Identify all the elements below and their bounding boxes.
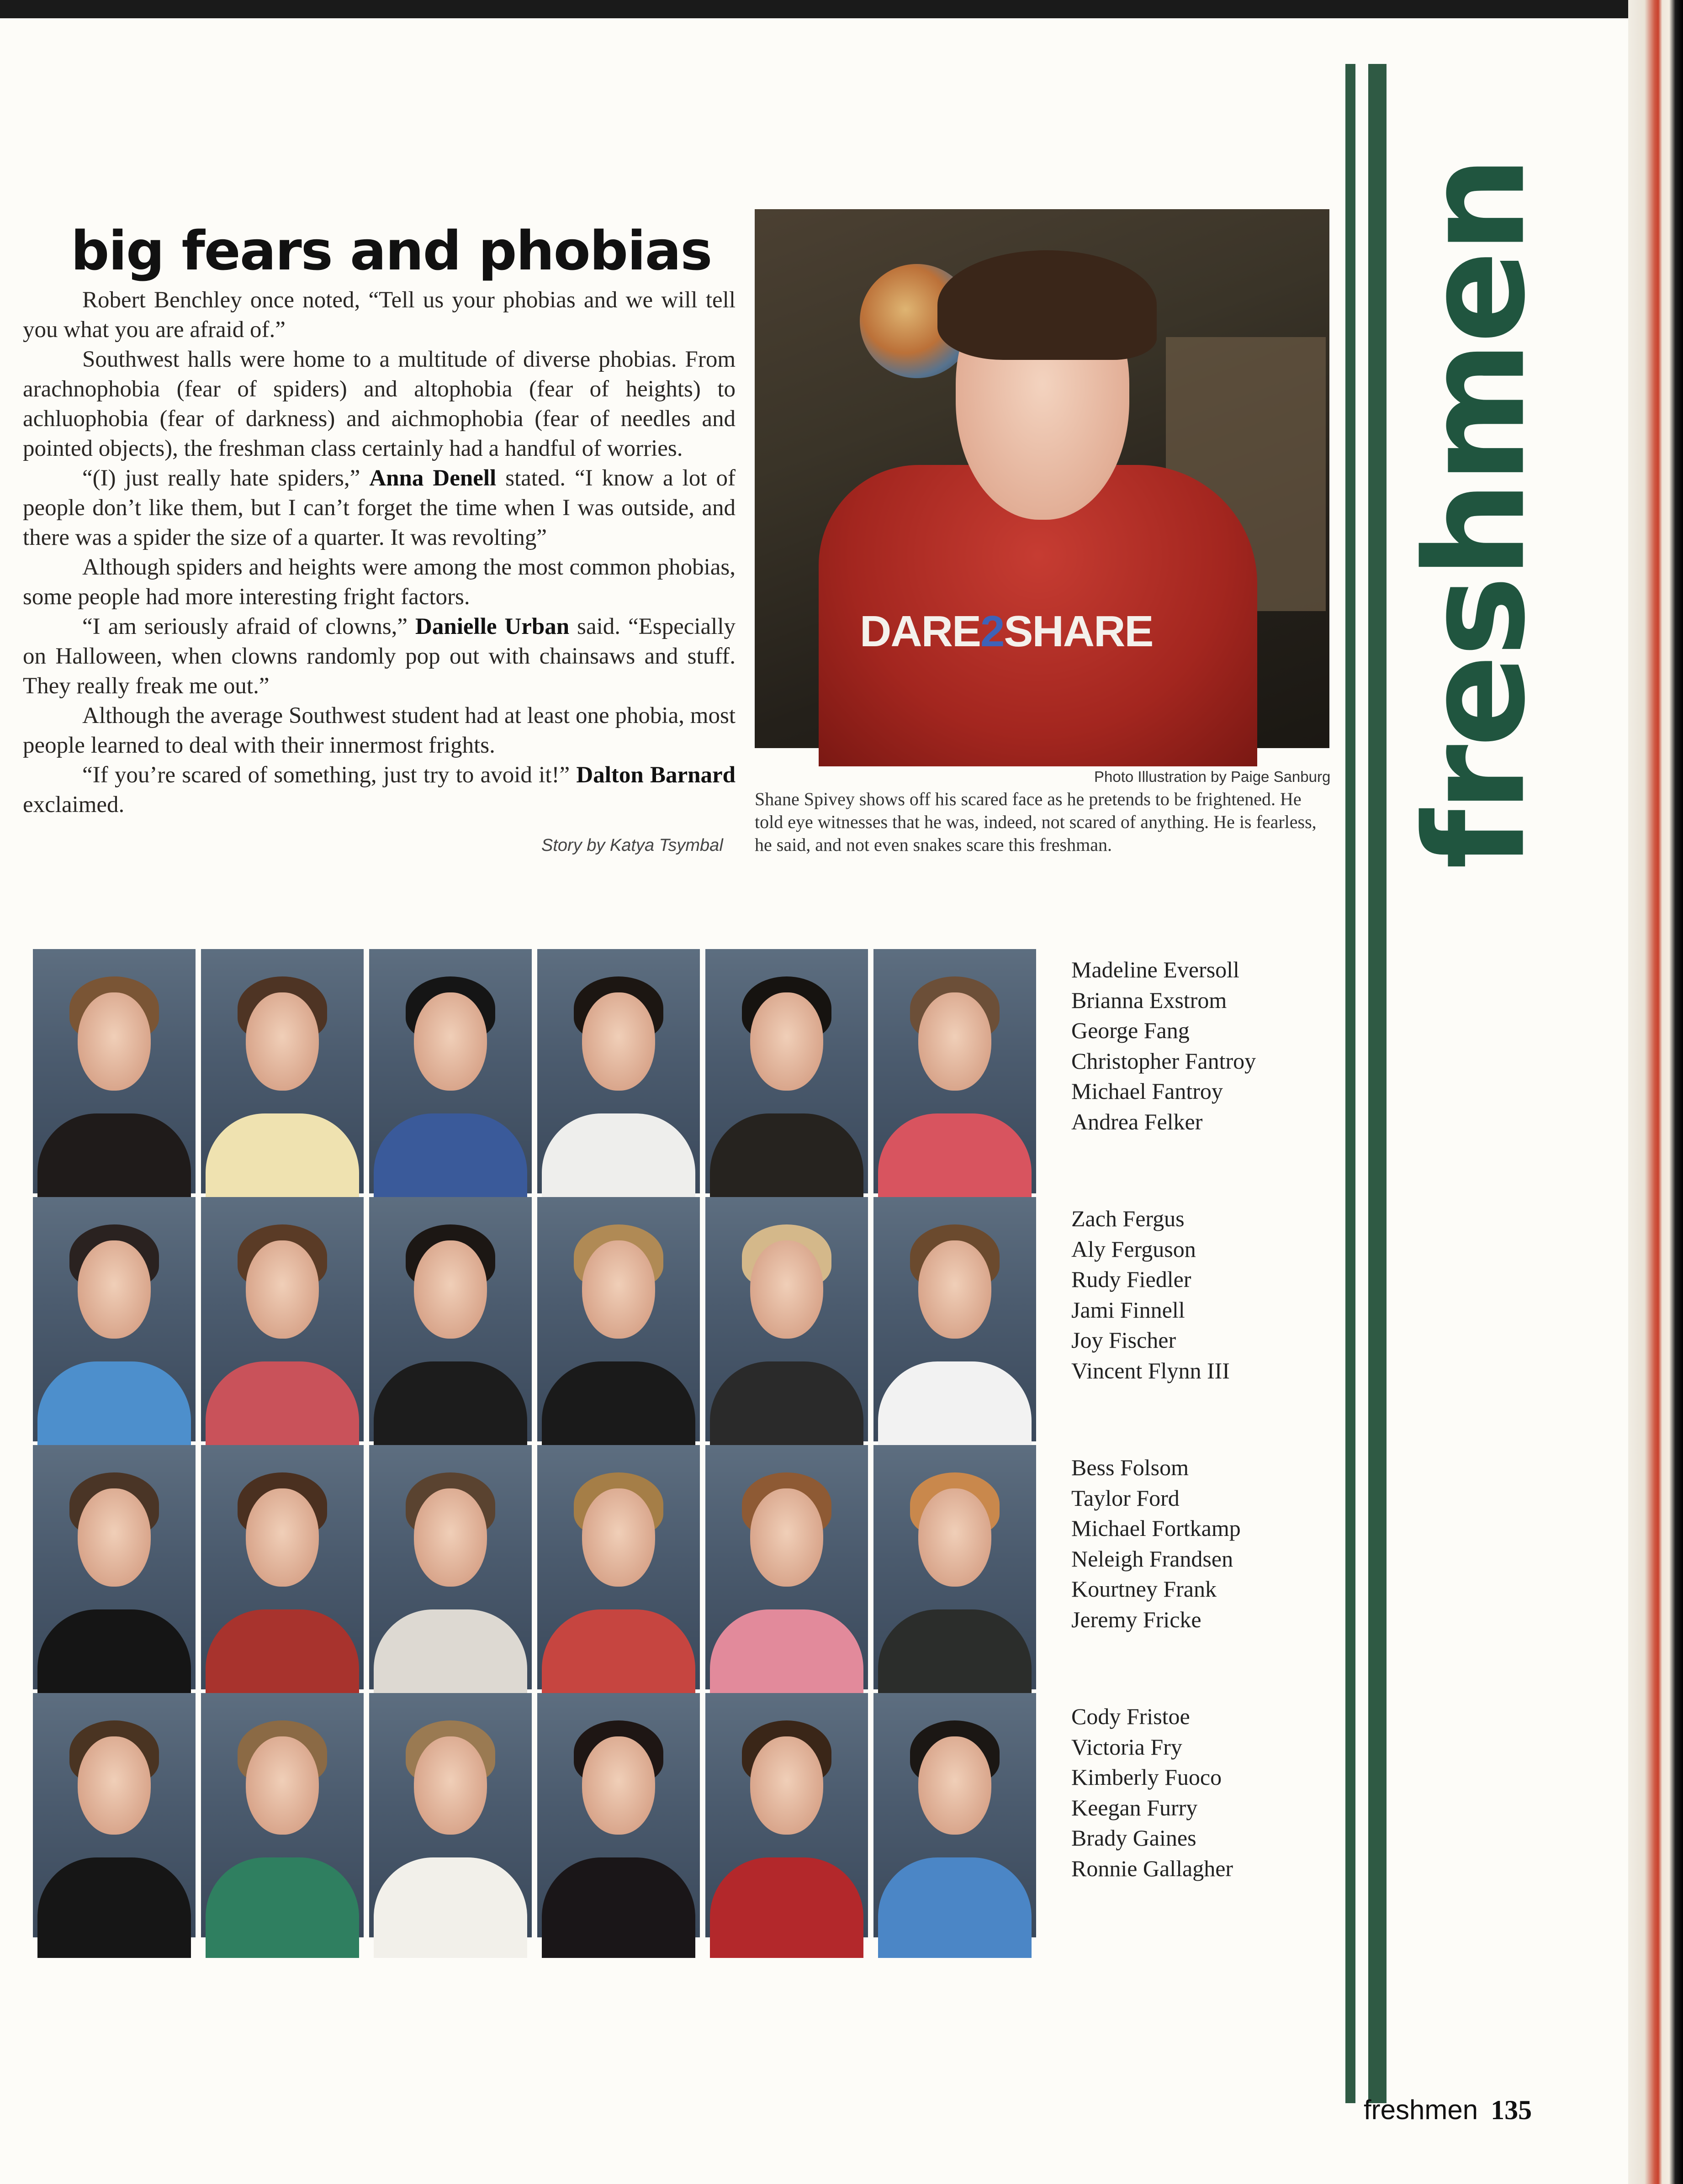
name-list (1071, 1203, 1391, 1386)
student-name: Neleigh Frandsen (1071, 1546, 1233, 1572)
student-name: Joy Fischer (1071, 1327, 1176, 1353)
student-name: Vincent Flynn III (1071, 1357, 1230, 1383)
student-portrait (537, 1693, 700, 1937)
student-portrait (873, 1197, 1036, 1441)
story-byline: Story by Katya Tsymbal (541, 836, 723, 855)
name-list (1071, 955, 1391, 1137)
story-paragraph: Although spiders and heights were among the most common phobias, some people had more interesting fright factors. (23, 554, 736, 610)
student-name: Bess Folsom (1071, 1455, 1189, 1480)
book-spine-edge (1628, 0, 1683, 2184)
student-portrait (201, 949, 364, 1193)
student-name: Michael Fortkamp (1071, 1515, 1241, 1541)
student-name: Kimberly Fuoco (1071, 1764, 1222, 1790)
student-portrait (33, 1197, 196, 1441)
quote-speaker: Anna Denell (369, 465, 497, 491)
folio-label: freshmen (1364, 2094, 1478, 2125)
student-name: Madeline Eversoll (1071, 957, 1239, 982)
story-quote: “I am seriously afraid of clowns,” Danielle Urban said. “Especially on Halloween, when clowns randomly pop out with chainsaws and stuff. They really freak me out.” (23, 614, 736, 699)
student-name: Brady Gaines (1071, 1825, 1196, 1851)
shirt-print: DARE2SHARE (860, 607, 1153, 656)
student-portrait (33, 949, 196, 1193)
student-portrait (369, 1693, 532, 1937)
story-body (23, 285, 736, 820)
story-paragraph: Although the average Southwest student had at least one phobia, most people learned to deal with their innermost frights. (23, 703, 736, 758)
page-number: 135 (1491, 2095, 1532, 2125)
student-portrait (873, 949, 1036, 1193)
student-name: George Fang (1071, 1018, 1190, 1043)
student-portrait (33, 1445, 196, 1689)
student-portrait (705, 1445, 868, 1689)
section-title-vertical: freshmen (1396, 158, 1556, 869)
student-portrait (369, 949, 532, 1193)
story-headline: big fears and phobias (71, 219, 712, 282)
page-top-edge (0, 0, 1683, 18)
student-name: Victoria Fry (1071, 1734, 1182, 1760)
student-portrait (369, 1445, 532, 1689)
student-name: Rudy Fiedler (1071, 1266, 1191, 1292)
photo-credit: Photo Illustration by Paige Sanburg (1094, 768, 1331, 785)
student-name: Michael Fantroy (1071, 1078, 1223, 1104)
yearbook-page (0, 18, 1628, 2184)
student-portrait (537, 949, 700, 1193)
student-portrait (537, 1445, 700, 1689)
student-portrait (33, 1693, 196, 1937)
story-quote: “(I) just really hate spiders,” Anna Denell stated. “I know a lot of people don’t like them, but I can’t forget the time when I was outside, and there was a spider the size of a quarter. It was revolting” (23, 465, 736, 550)
page-folio (1364, 2094, 1532, 2126)
photo-caption: Shane Spivey shows off his scared face as he pretends to be frightened. He told eye witnesses that he was, indeed, not scared of anything. He is fearless, he said, and not even snakes scare this freshman. (755, 789, 1317, 855)
student-portrait (705, 1197, 868, 1441)
quote-speaker: Dalton Barnard (576, 762, 736, 788)
student-name: Ronnie Gallagher (1071, 1855, 1233, 1881)
portrait-grid (33, 949, 1041, 1947)
feature-photo (755, 209, 1329, 748)
quote-speaker: Danielle Urban (415, 614, 570, 639)
story-quote: “If you’re scared of something, just try to avoid it!” Dalton Barnard exclaimed. (23, 762, 736, 818)
story-paragraph: Southwest halls were home to a multitude of diverse phobias. From arachnophobia (fear of spiders) and altophobia (fear of heights) to achluophobia (fear of darkness) and aichmophobia (fear of needles and pointed objects), the freshman class certainly had a handful of worries. (23, 347, 736, 461)
student-portrait (873, 1693, 1036, 1937)
student-name: Zach Fergus (1071, 1206, 1185, 1231)
student-name: Keegan Furry (1071, 1794, 1198, 1820)
student-name: Cody Fristoe (1071, 1704, 1190, 1729)
student-portrait (873, 1445, 1036, 1689)
student-name: Brianna Exstrom (1071, 987, 1227, 1013)
student-name: Kourtney Frank (1071, 1576, 1217, 1602)
student-portrait (201, 1445, 364, 1689)
student-name: Christopher Fantroy (1071, 1048, 1256, 1074)
student-portrait (705, 1693, 868, 1937)
student-portrait (201, 1197, 364, 1441)
student-portrait (537, 1197, 700, 1441)
student-portrait (369, 1197, 532, 1441)
student-name: Aly Ferguson (1071, 1236, 1196, 1262)
student-portrait (705, 949, 868, 1193)
student-name: Taylor Ford (1071, 1485, 1180, 1511)
name-list (1071, 1701, 1391, 1883)
story-paragraph: Robert Benchley once noted, “Tell us your phobias and we will tell you what you are afraid of.” (23, 287, 736, 343)
student-name: Jami Finnell (1071, 1297, 1185, 1323)
student-name: Jeremy Fricke (1071, 1606, 1201, 1632)
hair-shape (937, 250, 1157, 360)
name-list (1071, 1452, 1391, 1635)
student-portrait (201, 1693, 364, 1937)
student-name: Andrea Felker (1071, 1108, 1203, 1134)
